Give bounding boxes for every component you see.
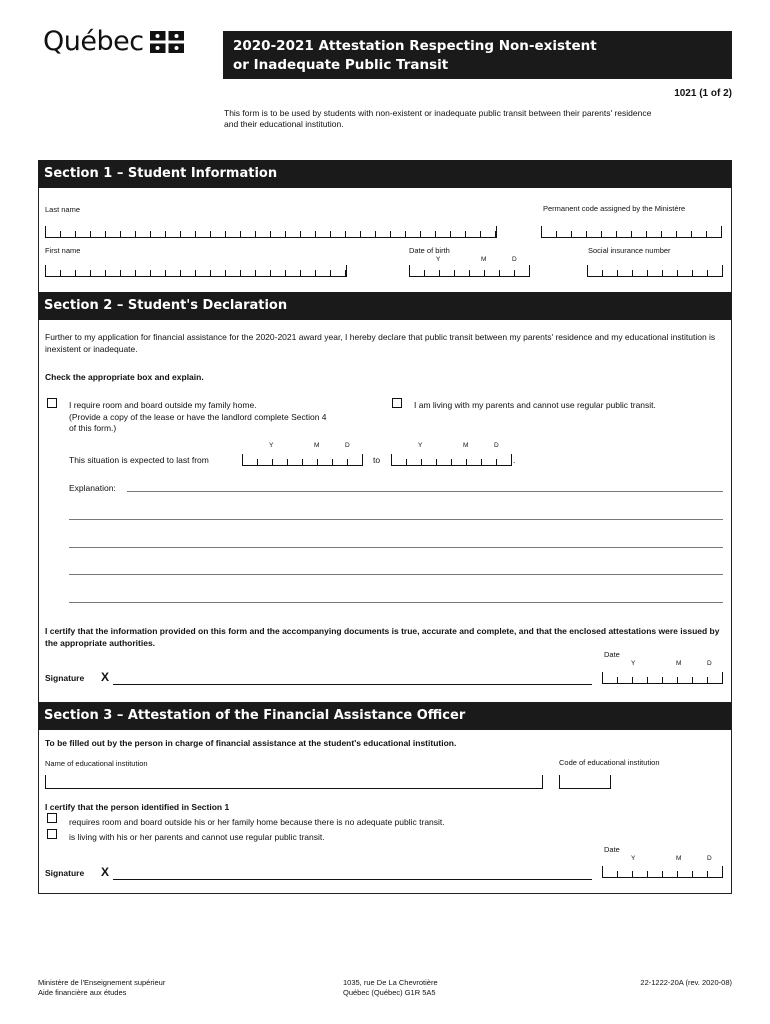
officer-signature-label: Signature (45, 868, 85, 878)
situation-label: This situation is expected to last from (69, 455, 209, 465)
institution-code-field[interactable] (559, 775, 611, 789)
section-2-header: Section 2 – Student's Declaration (38, 292, 732, 320)
intro-text: This form is to be used by students with non-existent or inadequate public transit between their parents' residence and their educational institution. (224, 108, 652, 129)
to-y: Y (418, 442, 423, 449)
institution-label: Name of educational institution (45, 759, 148, 768)
officer-room-board-checkbox[interactable] (47, 813, 57, 823)
officer-certify-text: I certify that the person identified in Section 1 (45, 802, 230, 812)
fleur-de-lis-flag-icon (150, 31, 184, 53)
officer-option1-text: requires room and board outside his or her family home because there is no adequate public transit. (69, 817, 445, 827)
from-d: D (345, 442, 350, 449)
officer-date-y: Y (631, 855, 636, 862)
institution-name-field[interactable] (45, 775, 543, 789)
dob-label: Date of birth (409, 246, 450, 255)
dob-m: M (481, 256, 487, 263)
from-date-field[interactable] (242, 454, 363, 466)
last-name-field[interactable] (45, 226, 497, 238)
footer-address-line-2: Québec (Québec) G1R 5A5 (343, 988, 436, 997)
option2-text: I am living with my parents and cannot use regular public transit. (414, 400, 656, 410)
student-signature-line[interactable] (113, 684, 592, 685)
to-label: to (373, 455, 381, 465)
explanation-line-1[interactable] (127, 491, 723, 492)
from-y: Y (269, 442, 274, 449)
student-date-y: Y (631, 660, 636, 667)
student-date-field[interactable] (602, 672, 723, 684)
room-board-checkbox[interactable] (47, 398, 57, 408)
officer-signature-line[interactable] (113, 879, 592, 880)
title-line-2: or Inadequate Public Transit (233, 57, 449, 73)
title-line-1: 2020-2021 Attestation Respecting Non-existent (233, 38, 597, 54)
officer-option2-text: is living with his or her parents and cannot use regular public transit. (69, 832, 325, 842)
footer-ministry-line-1: Ministère de l'Enseignement supérieur (38, 978, 166, 987)
option1-text (69, 400, 327, 435)
explanation-line-3[interactable] (69, 547, 723, 548)
option1-line-1: I require room and board outside my family home. (69, 400, 257, 410)
footer-form-code: 22-1222-20A (rev. 2020-08) (640, 978, 732, 987)
student-certify-text: I certify that the information provided on this form and the accompanying documents is true, accurate and complete, and that the enclosed attestations were issued by the appropriate authorities. (45, 626, 720, 648)
student-date-m: M (676, 660, 682, 667)
sin-field[interactable] (587, 265, 723, 277)
section-1-header: Section 1 – Student Information (38, 160, 732, 188)
explanation-label: Explanation: (69, 483, 116, 493)
permanent-code-label: Permanent code assigned by the Ministère (543, 204, 686, 213)
officer-signature-x: X (101, 865, 110, 879)
option1-line-2: (Provide a copy of the lease or have the landlord complete Section 4 (69, 411, 327, 422)
explanation-line-5[interactable] (69, 602, 723, 603)
officer-date-m: M (676, 855, 682, 862)
footer-ministry (38, 978, 165, 998)
quebec-logo: Québec (43, 26, 144, 57)
form-number: 1021 (1 of 2) (674, 88, 732, 99)
first-name-field[interactable] (45, 265, 347, 277)
student-signature-label: Signature (45, 673, 85, 683)
sin-label: Social insurance number (588, 246, 671, 255)
section-3-header: Section 3 – Attestation of the Financial Assistance Officer (38, 702, 732, 730)
to-d: D (494, 442, 499, 449)
check-instruction: Check the appropriate box and explain. (45, 372, 204, 382)
footer-address-line-1: 1035, rue De La Chevrotière (343, 978, 438, 987)
explanation-line-2[interactable] (69, 519, 723, 520)
to-date-field[interactable] (391, 454, 512, 466)
officer-date-d: D (707, 855, 712, 862)
officer-date-label: Date (604, 845, 620, 854)
section3-instruction: To be filled out by the person in charge of financial assistance at the student's educational institution. (45, 738, 457, 748)
last-name-label: Last name (45, 205, 81, 214)
form-title (223, 31, 732, 79)
student-signature-x: X (101, 670, 110, 684)
from-m: M (314, 442, 320, 449)
dob-field[interactable] (409, 265, 530, 277)
institution-code-label: Code of educational institution (559, 758, 660, 767)
period-end: . (513, 455, 516, 465)
student-date-d: D (707, 660, 712, 667)
explanation-line-4[interactable] (69, 574, 723, 575)
officer-living-parents-checkbox[interactable] (47, 829, 57, 839)
dob-d: D (512, 256, 517, 263)
footer-ministry-line-2: Aide financière aux études (38, 988, 127, 997)
to-m: M (463, 442, 469, 449)
first-name-label: First name (45, 246, 81, 255)
permanent-code-field[interactable] (541, 226, 722, 238)
footer-address (343, 978, 438, 998)
dob-y: Y (436, 256, 441, 263)
declaration-text: Further to my application for financial assistance for the 2020-2021 award year, I hereby declare that public transit between my parents' residence and my educational institution is inexistent or inadequate. (45, 332, 716, 354)
officer-date-field[interactable] (602, 866, 723, 878)
option1-line-3: of this form.) (69, 423, 117, 433)
living-with-parents-checkbox[interactable] (392, 398, 402, 408)
student-date-label: Date (604, 650, 620, 659)
